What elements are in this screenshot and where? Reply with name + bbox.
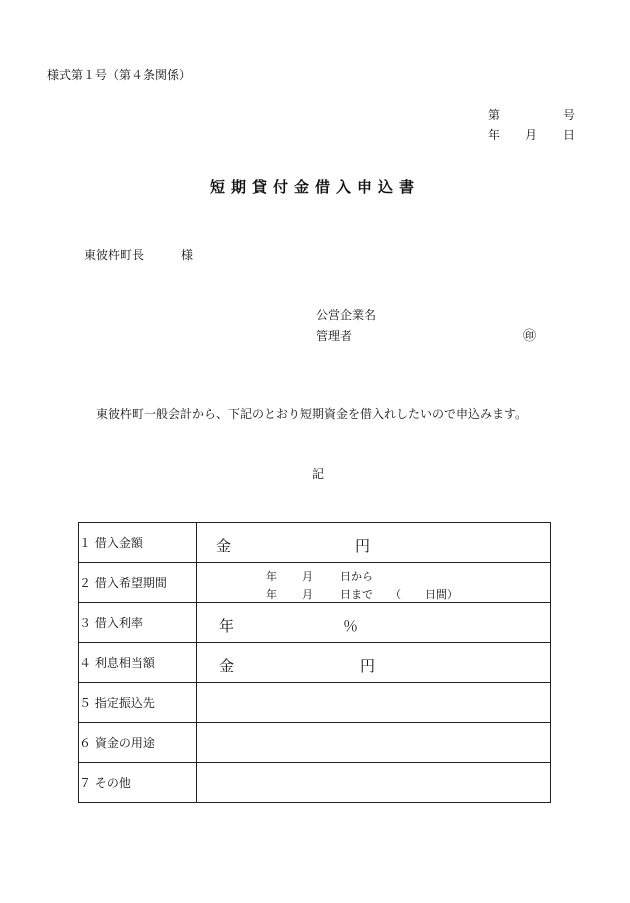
business-name-label: 公営企業名: [316, 308, 377, 322]
period-to-year: 年: [266, 588, 277, 601]
item-label: ３ 借入利率: [79, 603, 197, 643]
interest-rate-field[interactable]: [197, 603, 551, 643]
addressee-honorific: 様: [181, 248, 194, 262]
percent-unit: ％: [343, 617, 359, 635]
yen-unit: 円: [360, 657, 376, 675]
period-from-month: 月: [302, 570, 313, 583]
fund-purpose-field[interactable]: [197, 723, 551, 763]
doc-number-prefix: 第: [488, 108, 501, 122]
addressee-name: 東彼杵町長: [84, 248, 145, 262]
period-from-year: 年: [266, 570, 277, 583]
item-label: ６ 資金の用途: [79, 723, 197, 763]
transfer-destination-field[interactable]: [197, 683, 551, 723]
date-year-label: 年: [488, 128, 501, 142]
manager-label: 管理者: [316, 329, 353, 343]
table-row: [79, 563, 551, 603]
application-statement: 東彼杵町一般会計から、下記のとおり短期資金を借入れしたいので申込みます。: [96, 407, 528, 421]
page-title: 短期貸付金借入申込書: [209, 178, 420, 196]
interest-amount-field[interactable]: [197, 643, 551, 683]
table-row: [79, 523, 551, 563]
period-days: 日間）: [425, 588, 458, 601]
table-row: [79, 683, 551, 723]
application-items-table: [78, 522, 551, 803]
date-month-label: 月: [525, 128, 538, 142]
yen-unit: 円: [355, 537, 371, 555]
seal-mark: ㊞: [523, 329, 537, 344]
table-row: [79, 763, 551, 803]
nen-prefix: 年: [219, 617, 235, 635]
kin-prefix: 金: [216, 537, 232, 555]
table-row: [79, 723, 551, 763]
form-number: 様式第１号（第４条関係）: [47, 68, 192, 82]
period-paren-open: （: [390, 588, 401, 601]
item-label: １ 借入金額: [79, 523, 197, 563]
item-label: ２ 借入希望期間: [79, 563, 197, 603]
doc-number-suffix: 号: [563, 108, 576, 122]
item-label: ５ 指定振込先: [79, 683, 197, 723]
date-day-label: 日: [563, 128, 576, 142]
table-row: [79, 643, 551, 683]
period-to-month: 月: [302, 588, 313, 601]
loan-period-field[interactable]: [197, 563, 551, 603]
period-to-day: 日まで: [340, 588, 373, 601]
other-field[interactable]: [197, 763, 551, 803]
item-label: ４ 利息相当額: [79, 643, 197, 683]
table-row: [79, 603, 551, 643]
loan-amount-field[interactable]: [197, 523, 551, 563]
kin-prefix: 金: [219, 657, 235, 675]
ki-heading: 記: [311, 467, 324, 481]
item-label: ７ その他: [79, 763, 197, 803]
period-from-day: 日から: [340, 570, 373, 583]
